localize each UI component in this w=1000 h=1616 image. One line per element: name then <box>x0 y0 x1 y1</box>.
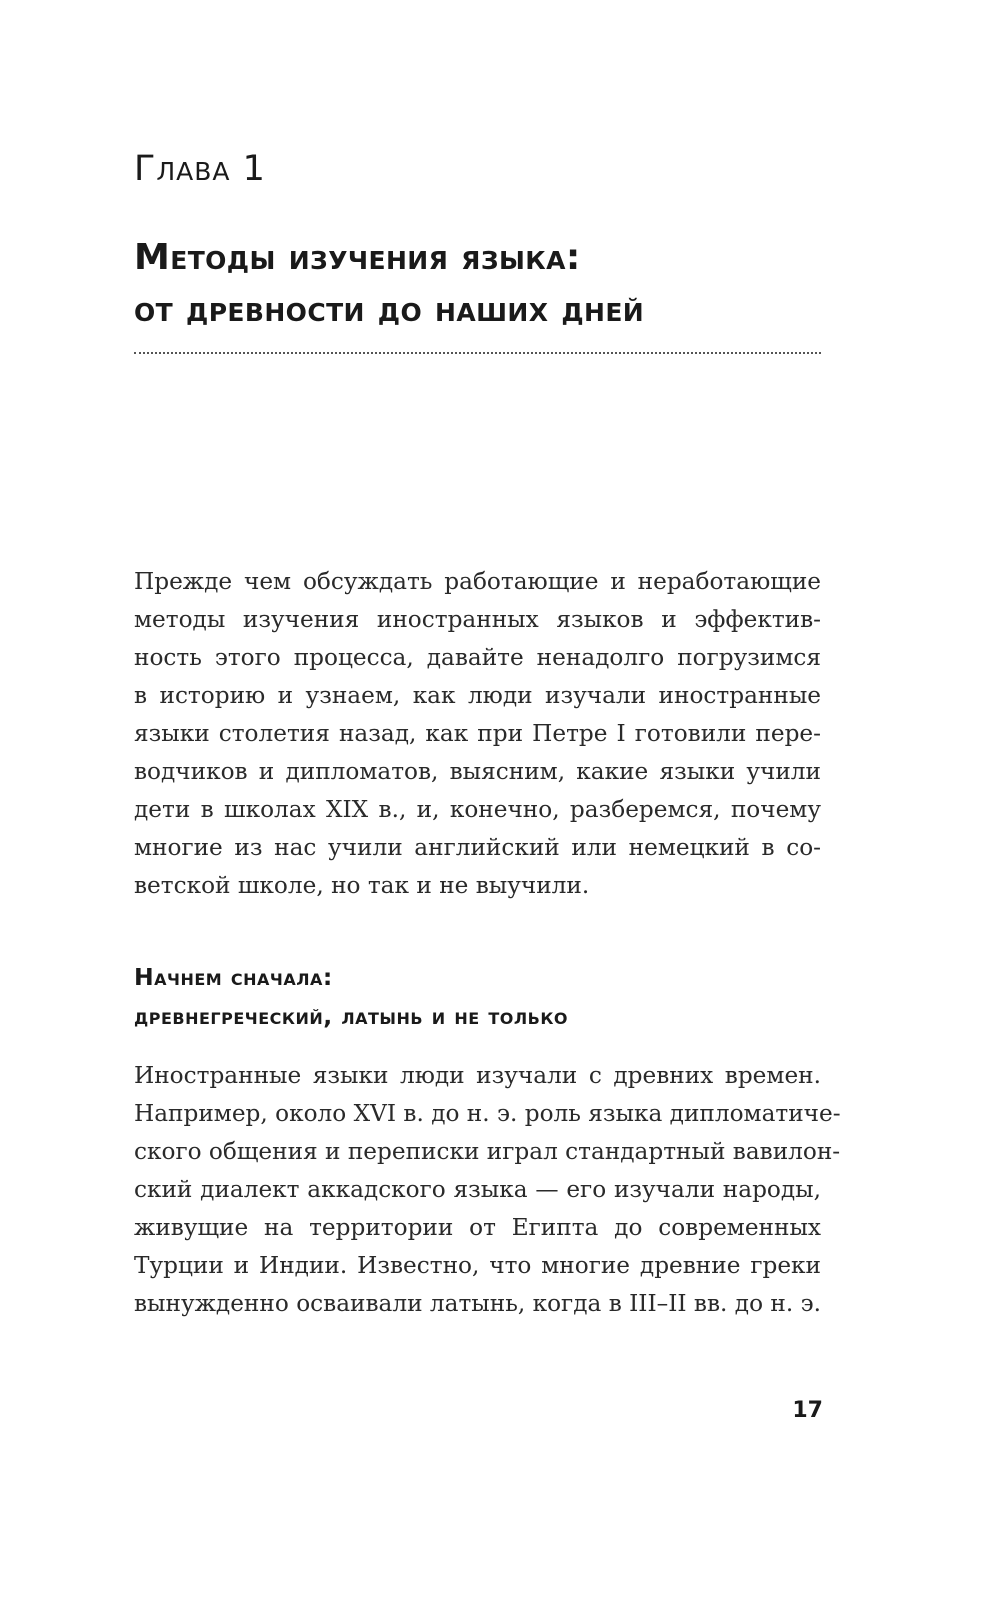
chapter-label: Глава 1 <box>134 149 266 189</box>
text-line: ветской школе, но так и не выучили. <box>134 872 590 899</box>
text-line: Иностранные языки люди изучали с древних времен. <box>134 1062 821 1089</box>
text-line: ность этого процесса, давайте ненадолго погрузимся <box>134 644 821 671</box>
text-line: водчиков и дипломатов, выясним, какие языки учили <box>134 758 821 785</box>
section-paragraph <box>134 1057 841 1323</box>
section-heading <box>134 958 834 1036</box>
intro-paragraph <box>134 563 821 905</box>
section-heading-line: древнегреческий, латынь и не только <box>134 1002 569 1030</box>
text-line: живущие на территории от Египта до современных <box>134 1214 821 1241</box>
section-heading-line: Начнем сначала: <box>134 963 333 991</box>
text-line: дети в школах XIX в., и, конечно, разберемся, почему <box>134 796 821 823</box>
chapter-title <box>134 232 834 336</box>
page-number: 17 <box>792 1398 823 1423</box>
text-line: вынужденно осваивали латынь, когда в III–II вв. до н. э. <box>134 1290 821 1317</box>
text-line: ский диалект аккадского языка — его изучали народы, <box>134 1176 821 1203</box>
text-line: методы изучения иностранных языков и эффектив- <box>134 606 821 633</box>
text-line: в историю и узнаем, как люди изучали иностранные <box>134 682 821 709</box>
text-line: Турции и Индии. Известно, что многие древние греки <box>134 1252 821 1279</box>
text-line: языки столетия назад, как при Петре I готовили пере- <box>134 720 821 747</box>
text-line: Например, около XVI в. до н. э. роль языка дипломатиче- <box>134 1100 841 1127</box>
chapter-title-line: от древности до наших дней <box>134 289 645 330</box>
dotted-divider <box>134 352 821 354</box>
text-line: ского общения и переписки играл стандартный вавилон- <box>134 1138 841 1165</box>
chapter-title-line: Методы изучения языка: <box>134 237 581 278</box>
text-line: Прежде чем обсуждать работающие и неработающие <box>134 568 821 595</box>
text-line: многие из нас учили английский или немецкий в со- <box>134 834 821 861</box>
